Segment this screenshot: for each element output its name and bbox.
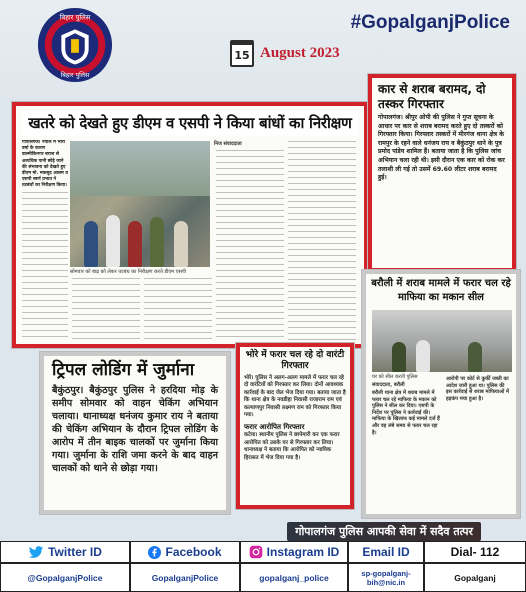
photo-person bbox=[392, 342, 406, 372]
clip-mafia-house-caption: घर को सील करती पुलिस bbox=[372, 374, 418, 380]
clip-inspection-credit: निज संवाददाता bbox=[214, 141, 242, 147]
photo-person bbox=[468, 342, 482, 372]
clip-mafia-house bbox=[362, 270, 520, 518]
date-display bbox=[230, 40, 340, 67]
clip-inspection-col-1 bbox=[20, 140, 70, 340]
instagram-label: Instagram ID bbox=[266, 545, 340, 559]
clip-mafia-house-byline: संवाददाता, बरौली bbox=[372, 382, 405, 388]
photo-person bbox=[84, 221, 98, 267]
clip-car-liquor-headline: कार से शराब बरामद, दो तस्कर गिरफ्तार bbox=[378, 82, 486, 111]
clip-inspection bbox=[12, 102, 368, 348]
footer-twitter[interactable] bbox=[0, 541, 130, 563]
service-banner bbox=[0, 521, 526, 541]
clip-triple-loading-headline: ट्रिपल लोडिंग में जुर्माना bbox=[52, 360, 195, 380]
clip-mafia-house-body: बरौली थाना क्षेत्र में शराब मामले में फरार चल रहे माफिया के मकान को पुलिस ने सील कर दिया। एसपी के निर्देश पर पुलिस ने कार्रवाई की। माफिया के खिलाफ कई मामले दर्ज हैं और वह लंबे समय से फरार चल रहा है। bbox=[372, 390, 440, 436]
date-day: 15 bbox=[234, 48, 250, 62]
twitter-icon bbox=[28, 546, 44, 559]
instagram-icon bbox=[249, 545, 263, 559]
clip-absconding-arrest-subhead: फरार आरोपित गिरफ्तार bbox=[244, 423, 305, 432]
logo-text-bottom: बिहार पुलिस bbox=[60, 72, 90, 80]
email-value[interactable]: sp-gopalganj-bih@nic.in bbox=[348, 563, 424, 592]
photo-person bbox=[150, 217, 164, 267]
clip-inspection-col-3 bbox=[142, 278, 214, 340]
footer-value-row bbox=[0, 563, 526, 592]
footer-email[interactable] bbox=[348, 541, 424, 563]
service-banner-text: गोपालगंज पुलिस आपकी सेवा में सदैव तत्पर bbox=[287, 522, 481, 541]
clip-inspection-photo bbox=[70, 141, 210, 267]
email-label: Email ID bbox=[362, 545, 410, 559]
clip-mafia-house-headline: बरौली में शराब मामले में फरार चल रहे माफिया का मकान सील bbox=[371, 278, 511, 303]
twitter-value[interactable]: @GopalganjPolice bbox=[0, 563, 130, 592]
facebook-icon bbox=[148, 546, 161, 559]
date-text: August 2023 bbox=[260, 45, 340, 61]
footer-label-row bbox=[0, 541, 526, 563]
photo-person bbox=[416, 340, 430, 372]
clip-absconding-arrest bbox=[236, 343, 354, 509]
footer-dial[interactable] bbox=[424, 541, 526, 563]
clip-mafia-house-body-2: आरोपी पर कोर्ट से कुर्की जब्ती का आदेश जारी हुआ था। पुलिस की इस कार्रवाई से शराब माफियाओं में हड़कंप मचा हुआ है। bbox=[446, 376, 509, 402]
clip-absconding-arrest-body-2: कटेया। स्थानीय पुलिस ने छापेमारी कर एक फरार आरोपित को उसके घर से गिरफ्तार कर लिया। थानाध्यक्ष ने बताया कि आरोपित को न्यायिक हिरासत में भेज दिया गया है। bbox=[244, 432, 340, 461]
clip-absconding-arrest-body: भोरे। पुलिस ने अलग-अलग मामले में फरार चल रहे दो वारंटियों को गिरफ्तार कर लिया। दोनों आवश्यक कार्रवाई के बाद जेल भेज दिया गया। बताया जाता है कि थाना क्षेत्र के नवडीहा निवासी राजाराम राम एवं कल्याणपुर निवासी लक्ष्मण राम को गिरफ्तार किया गया। bbox=[244, 375, 346, 419]
clip-inspection-col-2 bbox=[70, 278, 142, 340]
bihar-police-logo bbox=[36, 6, 114, 84]
clip-absconding-arrest-headline: भोरे में फरार चल रहे दो वारंटी गिरफ्तार bbox=[245, 350, 345, 371]
clip-car-liquor-body: गोपालगंज। श्रीपुर ओपी की पुलिस ने गुप्त सूचना के आधार पर कार से शराब बरामद करते हुए दो तस्करों को गिरफ्तार किया। गिरफ्तार तस्करों में मीरगंज थाना क्षेत्र के रामपुर के रहने वाले धनंजय राय व बैकुंठपुर थाने के पुत्र प्रमोद पांडेय शामिल हैं। बताया जाता है कि पुलिस जांच अभियान चला रही थी। इसी दौरान एक कार को रोक कर तलाशी ली गई तो उसमें 69.60 लीटर शराब बरामद हुई। bbox=[378, 114, 505, 182]
clip-inspection-headline: खतरे को देखते हुए डीएम व एसपी ने किया बांधों का निरीक्षण bbox=[22, 110, 358, 136]
photo-person bbox=[174, 221, 188, 267]
twitter-label: Twitter ID bbox=[48, 545, 102, 559]
photo-person bbox=[106, 215, 120, 267]
instagram-value[interactable]: gopalganj_police bbox=[240, 563, 348, 592]
clip-car-liquor bbox=[368, 74, 516, 272]
facebook-label: Facebook bbox=[165, 545, 222, 559]
hashtag-title: #GopalganjPolice bbox=[350, 12, 510, 33]
dial-value[interactable]: Gopalganj bbox=[424, 563, 526, 592]
photo-person bbox=[128, 221, 142, 267]
footer-facebook[interactable] bbox=[130, 541, 240, 563]
facebook-value[interactable]: GopalganjPolice bbox=[130, 563, 240, 592]
clip-triple-loading-body: बैकुंठपुर। बैकुंठपुर पुलिस ने हरदिया मोड़ के समीप सोमवार को वाहन चेकिंग अभियान चलाया। थानाध्यक्ष धनंजय कुमार राय ने बताया की चेकिंग अभियान के दौरान ट्रिपल लोडिंग के आरोप में तीन बाइक चालकों पर जुर्माना किया गया। जुर्माना के राशि जमा करने के बाद वाहन चालकों को थाने से छोड़ा गया। bbox=[52, 385, 218, 474]
clip-inspection-caption: सोमवार को बाढ़ को लेकर तटबंध का निरीक्षण करते डीएम एसपी bbox=[70, 269, 186, 275]
clip-inspection-col-4 bbox=[214, 150, 286, 340]
footer bbox=[0, 541, 526, 592]
clip-triple-loading bbox=[40, 352, 230, 514]
footer-instagram[interactable] bbox=[240, 541, 348, 563]
clip-mafia-house-photo bbox=[372, 310, 512, 372]
dial-label: Dial- 112 bbox=[450, 545, 500, 559]
clip-inspection-intro: गोपालगंज। नेपाल में भारी वर्षा के कारण वाल्मीकिनगर बराज से अत्यधिक पानी छोड़े जाने की संभावना को देखते हुए डीएम मो. मकसूद आलम व एसपी स्वर्ण प्रभात ने तटबंधों का निरीक्षण किया। bbox=[22, 140, 68, 189]
calendar-icon bbox=[230, 40, 254, 67]
logo-text-top: बिहार पुलिस bbox=[59, 13, 91, 22]
clip-inspection-col-5 bbox=[286, 141, 358, 340]
